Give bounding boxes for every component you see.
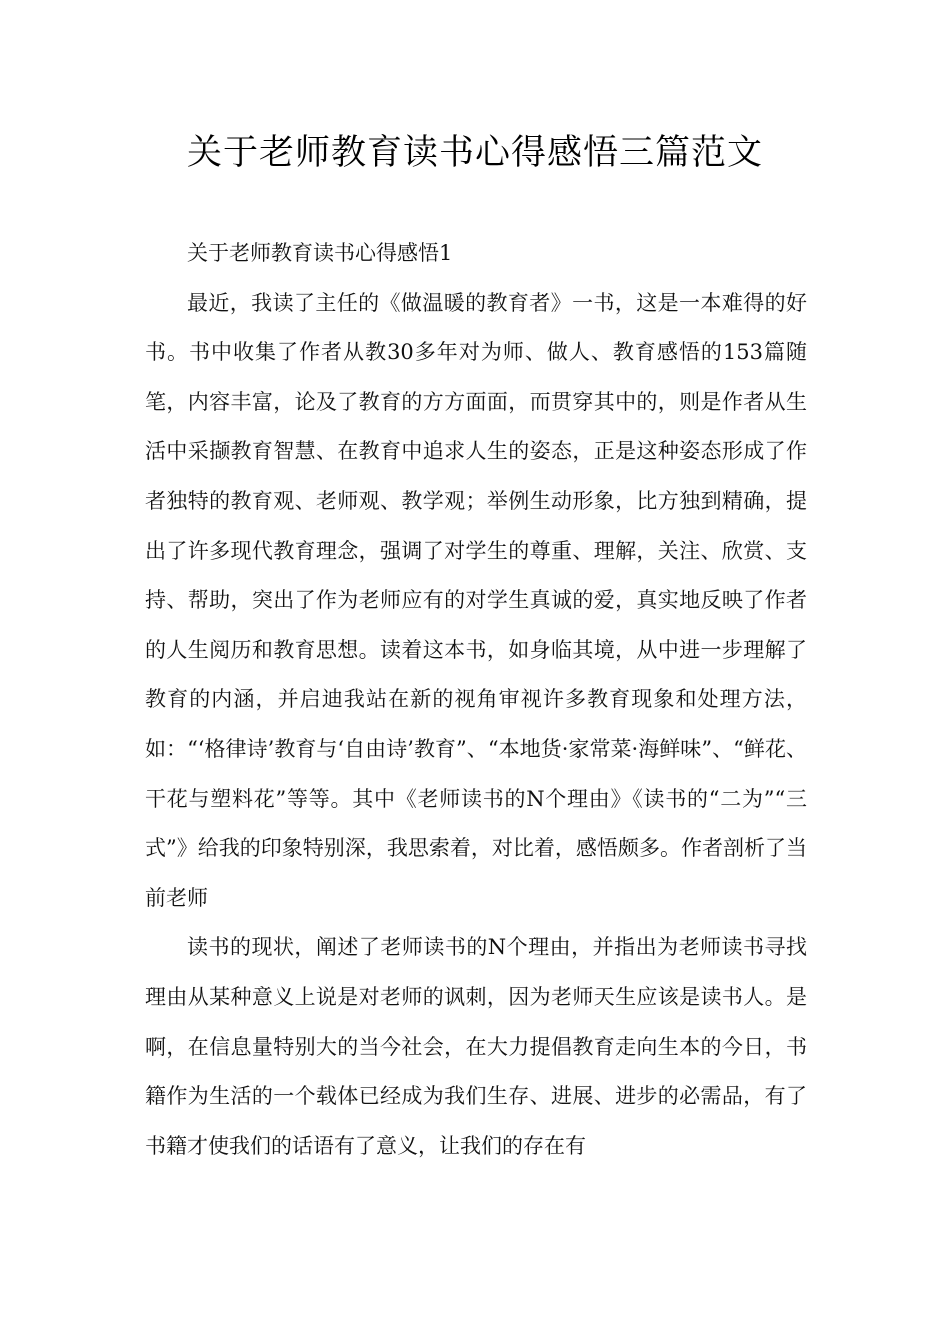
document-title: 关于老师教育读书心得感悟三篇范文 [186,133,763,173]
paragraph: 最近，我读了主任的《做温暖的教育者》一书，这是一本难得的好书。书中收集了作者从教30多年对为师、做人、教育感悟的153篇随笔，内容丰富，论及了教育的方方面面，而贯穿其中的，则是作者从生活中采撷教育智慧、在教育中追求人生的姿态，正是这种姿态形成了作者独特的教育观、老师观、教学观；举例生动形象，比方独到精确，提出了许多现代教育理念，强调了对学生的尊重、理解，关注、欣赏、支持、帮助，突出了作为老师应有的对学生真诚的爱，真实地反映了作者的人生阅历和教育思想。读着这本书，如身临其境，从中进一步理解了教育的内涵，并启迪我站在新的视角审视许多教育现象和处理方法，如：“‘格律诗’教育与‘自由诗’教育”、“本地货·家常菜·海鲜味”、“鲜花、干花与塑料花”等等。其中《老师读书的N个理由》《读书的“二为”“三式”》给我的印象特别深，我思索着，对比着，感悟颇多。作者剖析了当前老师 [145,290,807,910]
document-body [145,229,807,1171]
section-heading: 关于老师教育读书心得感悟1 [187,241,453,265]
paragraph: 读书的现状，阐述了老师读书的N个理由，并指出为老师读书寻找理由从某种意义上说是对老师的讽刺，因为老师天生应该是读书人。是啊，在信息量特别大的当今社会，在大力提倡教育走向生本的今日，书籍作为生活的一个载体已经成为我们生存、进展、进步的必需品，有了书籍才使我们的话语有了意义，让我们的存在有 [145,935,807,1158]
